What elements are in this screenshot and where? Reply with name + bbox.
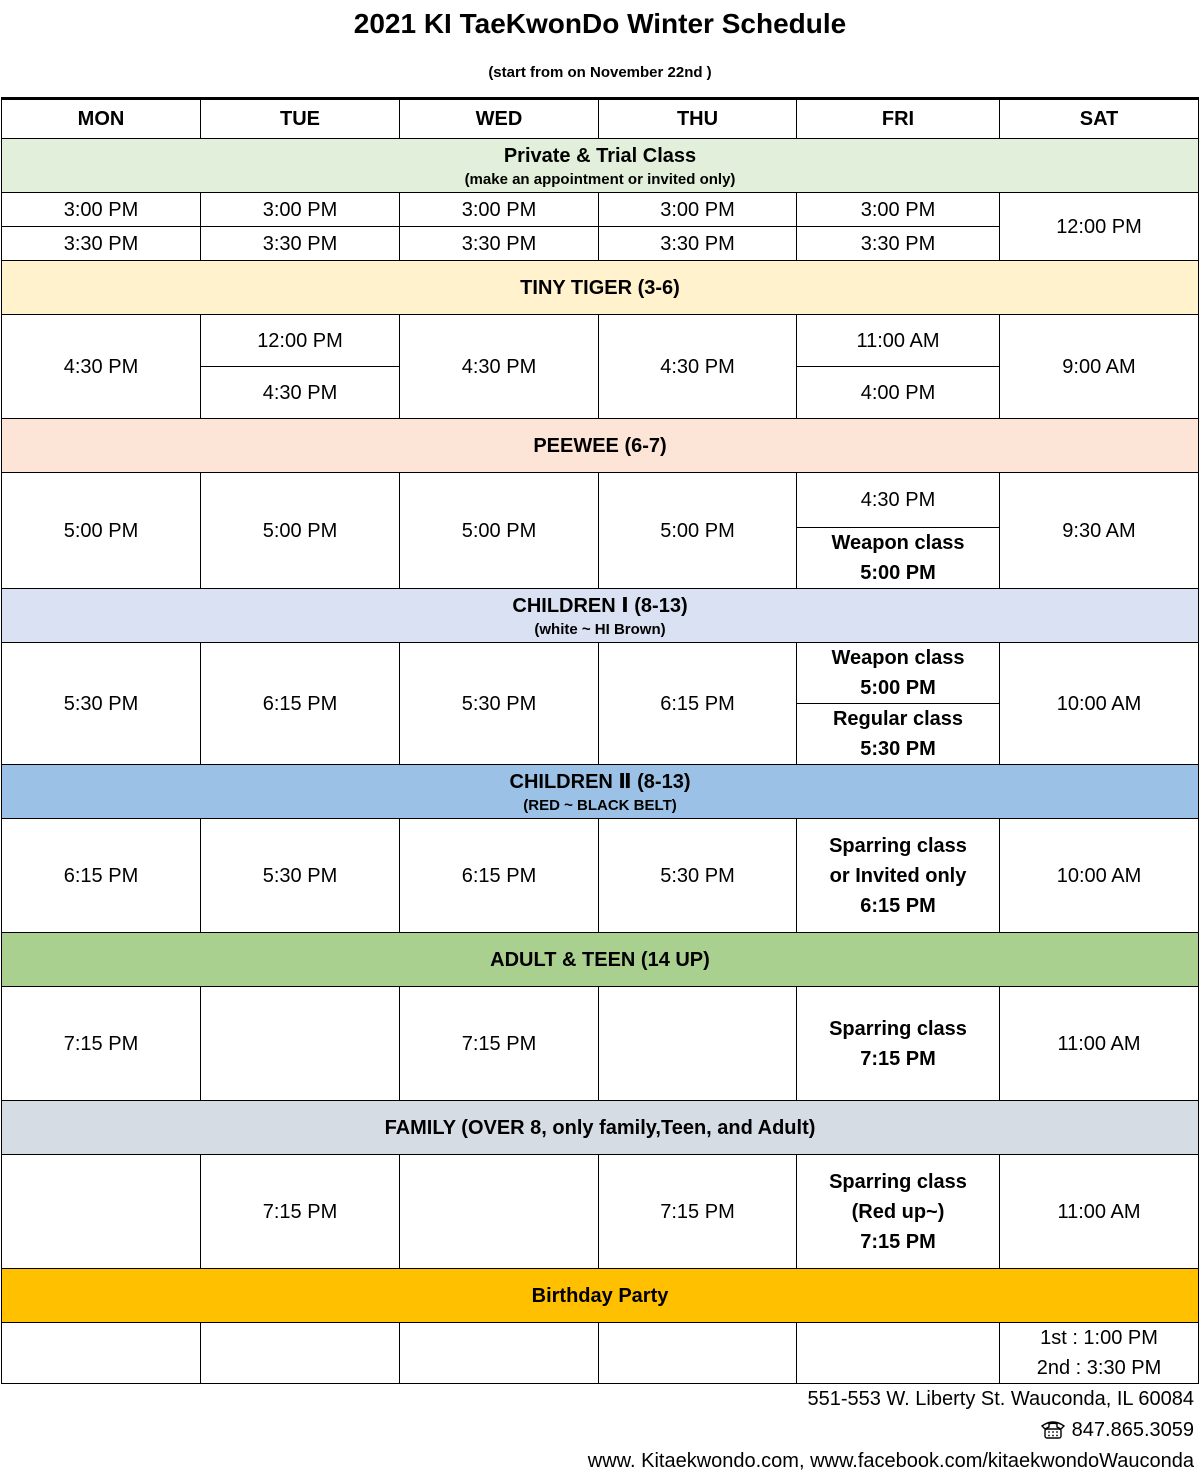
class-time: 7:15 PM — [860, 1047, 936, 1070]
schedule-row — [2, 1155, 1199, 1269]
time-cell: 6:15 PM — [2, 819, 201, 933]
section-title: CHILDREN Ⅱ (8-13) — [509, 770, 691, 793]
section-note: (make an appointment or invited only) — [464, 170, 736, 188]
time-cell: 5:30 PM — [2, 643, 201, 765]
class-cell — [797, 987, 1000, 1101]
class-time: 5:00 PM — [860, 677, 936, 699]
section-header-row — [2, 139, 1199, 193]
section-children-2 — [2, 765, 1199, 819]
section-header-row — [2, 419, 1199, 473]
class-note: (Red up~) — [851, 1200, 945, 1223]
phone-number: 847.865.3059 — [1071, 1419, 1194, 1441]
time-cell: 3:30 PM — [400, 227, 599, 261]
time-cell — [2, 1155, 201, 1269]
time-cell: 5:00 PM — [599, 473, 797, 589]
section-header-row — [2, 1101, 1199, 1155]
footer-web: www. Kitaekwondo.com, www.facebook.com/kitaekwondoWauconda — [587, 1450, 1194, 1472]
time-cell: 5:30 PM — [400, 643, 599, 765]
time-cell: 7:15 PM — [2, 987, 201, 1101]
day-sat: SAT — [1000, 99, 1199, 139]
time-cell — [400, 1155, 599, 1269]
class-label: Weapon class — [831, 532, 965, 554]
day-mon: MON — [2, 99, 201, 139]
empty-cell — [2, 1323, 201, 1384]
class-cell — [797, 704, 1000, 765]
time-cell: 3:00 PM — [2, 193, 201, 227]
time-cell — [599, 987, 797, 1101]
empty-cell — [201, 1323, 400, 1384]
time-cell: 5:00 PM — [201, 473, 400, 589]
class-cell — [797, 528, 1000, 589]
section-title: Private & Trial Class — [503, 144, 697, 167]
party-slot-1: 1st : 1:00 PM — [1040, 1327, 1158, 1349]
time-cell — [1000, 1323, 1199, 1384]
time-cell: 9:00 AM — [1000, 315, 1199, 419]
day-thu: THU — [599, 99, 797, 139]
time-cell: 4:30 PM — [400, 315, 599, 419]
time-cell: 3:00 PM — [797, 193, 1000, 227]
footer-phone — [1040, 1419, 1194, 1442]
day-header-row — [2, 99, 1199, 139]
time-cell: 3:30 PM — [201, 227, 400, 261]
class-label: Regular class — [832, 708, 964, 730]
time-cell: 4:30 PM — [201, 367, 400, 419]
schedule-row — [2, 193, 1199, 227]
empty-cell — [599, 1323, 797, 1384]
class-cell — [797, 819, 1000, 933]
time-cell: 6:15 PM — [400, 819, 599, 933]
time-cell: 12:00 PM — [1000, 193, 1199, 261]
schedule-row — [2, 315, 1199, 367]
time-cell — [201, 987, 400, 1101]
time-cell: 5:30 PM — [599, 819, 797, 933]
schedule-table — [1, 97, 1199, 1384]
time-cell: 5:00 PM — [2, 473, 201, 589]
class-time: 7:15 PM — [860, 1230, 936, 1253]
section-title: PEEWEE (6-7) — [533, 434, 667, 457]
time-cell: 10:00 AM — [1000, 819, 1199, 933]
time-cell: 11:00 AM — [1000, 987, 1199, 1101]
day-fri: FRI — [797, 99, 1000, 139]
time-cell: 3:00 PM — [201, 193, 400, 227]
section-header-row — [2, 261, 1199, 315]
time-cell: 3:00 PM — [599, 193, 797, 227]
time-cell: 3:30 PM — [797, 227, 1000, 261]
section-birthday — [2, 1269, 1199, 1323]
day-wed: WED — [400, 99, 599, 139]
class-cell — [797, 643, 1000, 704]
schedule-row — [2, 987, 1199, 1101]
schedule-row — [2, 643, 1199, 704]
day-tue: TUE — [201, 99, 400, 139]
class-time: 6:15 PM — [860, 894, 936, 917]
section-children-1 — [2, 589, 1199, 643]
time-cell: 4:00 PM — [797, 367, 1000, 419]
section-title: CHILDREN Ⅰ (8-13) — [512, 594, 688, 617]
time-cell: 7:15 PM — [201, 1155, 400, 1269]
time-cell: 3:30 PM — [599, 227, 797, 261]
time-cell: 12:00 PM — [201, 315, 400, 367]
page-subtitle: (start from on November 22nd ) — [488, 64, 712, 81]
telephone-icon — [1040, 1419, 1066, 1439]
schedule-row — [2, 473, 1199, 528]
class-time: 5:30 PM — [860, 738, 936, 760]
schedule-row — [2, 1323, 1199, 1384]
schedule-row — [2, 819, 1199, 933]
time-cell: 11:00 AM — [1000, 1155, 1199, 1269]
class-cell — [797, 1155, 1000, 1269]
time-cell: 5:00 PM — [400, 473, 599, 589]
section-title: TINY TIGER (3-6) — [520, 276, 680, 299]
time-cell: 6:15 PM — [599, 643, 797, 765]
section-header-row — [2, 765, 1199, 819]
time-cell: 4:30 PM — [797, 473, 1000, 528]
empty-cell — [400, 1323, 599, 1384]
time-cell: 7:15 PM — [599, 1155, 797, 1269]
empty-cell — [797, 1323, 1000, 1384]
time-cell: 3:00 PM — [400, 193, 599, 227]
time-cell: 5:30 PM — [201, 819, 400, 933]
time-cell: 7:15 PM — [400, 987, 599, 1101]
section-note: (RED ~ BLACK BELT) — [523, 796, 677, 814]
section-title: FAMILY (OVER 8, only family,Teen, and Adult) — [384, 1116, 816, 1139]
class-label: Sparring class — [829, 1170, 967, 1193]
class-note: or Invited only — [829, 864, 967, 887]
page-title: 2021 KI TaeKwonDo Winter Schedule — [353, 8, 847, 39]
class-label: Sparring class — [829, 834, 967, 857]
class-time: 5:00 PM — [860, 562, 936, 584]
section-title: Birthday Party — [531, 1284, 669, 1307]
party-slot-2: 2nd : 3:30 PM — [1036, 1357, 1162, 1379]
time-cell: 11:00 AM — [797, 315, 1000, 367]
time-cell: 4:30 PM — [2, 315, 201, 419]
time-cell: 10:00 AM — [1000, 643, 1199, 765]
class-label: Weapon class — [831, 647, 965, 669]
section-private — [2, 139, 1199, 193]
time-cell: 9:30 AM — [1000, 473, 1199, 589]
section-adult-teen — [2, 933, 1199, 987]
time-cell: 3:30 PM — [2, 227, 201, 261]
time-cell: 6:15 PM — [201, 643, 400, 765]
section-header-row — [2, 933, 1199, 987]
footer-address: 551-553 W. Liberty St. Wauconda, IL 60084 — [807, 1388, 1194, 1410]
section-tiny-tiger — [2, 261, 1199, 315]
section-peewee — [2, 419, 1199, 473]
time-cell: 4:30 PM — [599, 315, 797, 419]
section-family — [2, 1101, 1199, 1155]
section-header-row — [2, 1269, 1199, 1323]
section-header-row — [2, 589, 1199, 643]
class-label: Sparring class — [829, 1017, 967, 1040]
section-note: (white ~ HI Brown) — [534, 620, 666, 638]
section-title: ADULT & TEEN (14 UP) — [490, 948, 710, 971]
